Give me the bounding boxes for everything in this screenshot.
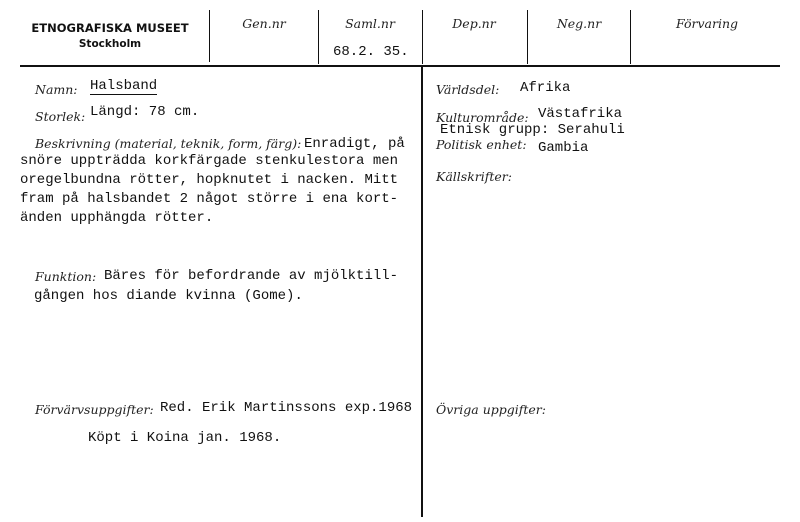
politisk-enhet-label: Politisk enhet:	[436, 137, 527, 152]
kulturomrade-value: Västafrika	[538, 106, 623, 122]
varldsdel-label: Världsdel:	[436, 82, 500, 97]
politisk-enhet-value: Gambia	[538, 140, 589, 156]
beskrivning-line: oregelbundna rötter, hopknutet i nacken. Mitt	[20, 172, 399, 188]
namn-label: Namn:	[35, 82, 78, 97]
kallskrifter-label: Källskrifter:	[436, 169, 512, 184]
museum-name: ETNOGRAFISKA MUSEET	[31, 21, 189, 35]
beskrivning-text	[20, 152, 430, 228]
varldsdel-value: Afrika	[520, 80, 571, 96]
header-divider-1	[209, 10, 210, 62]
saml-nr-value: 68.2. 35.	[333, 44, 409, 60]
beskrivning-line: änden upphängda rötter.	[20, 210, 214, 226]
forvarv-value: Red. Erik Martinssons exp.1968	[160, 400, 413, 416]
header-divider-4	[527, 10, 528, 64]
etnisk-grupp: Etnisk grupp: Serahuli	[440, 122, 625, 138]
forvarv-line-2: Köpt i Koina jan. 1968.	[88, 430, 282, 446]
namn-value: Halsband	[90, 78, 158, 94]
center-divider	[421, 67, 423, 517]
storlek-value: Längd: 78 cm.	[90, 104, 200, 120]
beskrivning-line: snöre uppträdda korkfärgade stenkulestora men	[20, 153, 399, 169]
saml-nr-label: Saml.nr	[345, 16, 395, 31]
kulturomrade-label: Kulturområde:	[436, 110, 529, 125]
header-divider-2	[318, 10, 319, 64]
header-divider-5	[630, 10, 631, 64]
header-divider-3	[422, 10, 423, 64]
gen-nr-label: Gen.nr	[242, 16, 286, 31]
museum-city: Stockholm	[78, 38, 142, 50]
header-bottom-rule	[20, 65, 780, 67]
funktion-label: Funktion:	[35, 269, 97, 284]
funktion-line-2: gången hos diande kvinna (Gome).	[34, 288, 303, 304]
neg-nr-label: Neg.nr	[556, 16, 602, 31]
beskrivning-label: Beskrivning (material, teknik, form, färg):	[35, 136, 302, 151]
beskrivning-line: fram på halsbandet 2 något större i ena kort-	[20, 191, 399, 207]
forvarv-label: Förvärvsuppgifter:	[35, 402, 154, 417]
storlek-label: Storlek:	[35, 109, 86, 124]
ovriga-uppgifter-label: Övriga uppgifter:	[436, 402, 546, 417]
funktion-line-1: Bäres för befordrande av mjölktill-	[104, 268, 399, 284]
beskrivning-line-1: Enradigt, på	[304, 136, 405, 152]
forvaring-label: Förvaring	[675, 16, 739, 31]
dep-nr-label: Dep.nr	[452, 16, 496, 31]
